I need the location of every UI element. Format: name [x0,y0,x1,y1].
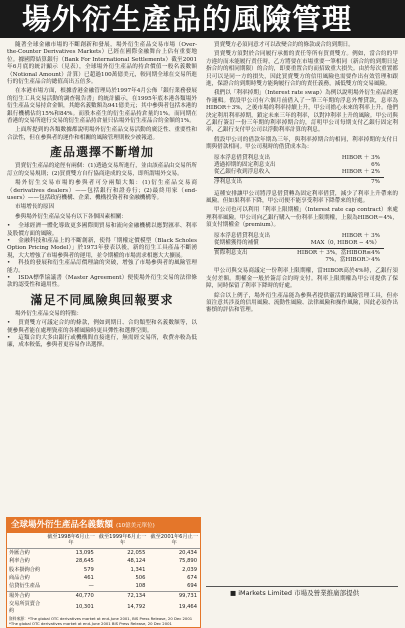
bullet-item: 全球經濟一體化導致更多國際間貿易和流向金融機構以應對匯率、利率及股價方面的風險。 [7,223,197,237]
table-cell: 22,055 [127,549,146,556]
cost2-net-value: HIBOR ＋ 3%，當HIBOR≤4% [297,249,380,256]
cost-row [214,169,398,176]
bullet-dot-icon: • [7,274,13,281]
table-header-col: 截至1998年6月止一年 [47,534,95,547]
cost2-divider [214,248,384,249]
right-paragraph: 這種安排讓甲公司將浮息借貸轉為固定利率借貸，減少了利率上升帶來的風險。但如果利率下降，甲公司便不能享受利率下降帶來的好處。 [206,190,398,204]
cost-value: HIBOR ＋ 3% [341,154,380,161]
table-title: 全球場外衍生產品名義數額 [11,520,114,530]
otc-notional-table [7,533,200,615]
right-paragraph: 買賣雙方須對於合同履行承擔的責任等所有買賣雙方。例如，當合約的甲方違約而未能履行責任時，乙方將要在市場重要一筆相同（新合約的到期日是指合約的相同期限）的合約，即要重置合約而招致重大損失。由於每次重置都只可以是同一方的損失，因此買賣雙方的信用風險也需要作出有效管理和跟進，保證合約到期時雙方能夠履行合約的責任義務，減低雙方的交易風險。 [206,51,398,88]
cost-value: 6% [371,161,380,168]
cost-row [214,240,398,247]
section-heading-risk-return: 滿足不同風險與回報要求 [30,292,174,307]
intro-text [7,42,197,142]
table-row [7,591,200,600]
section1-paragraph: 參與場外衍生產品交易有以下各個因素相關： [15,213,127,220]
bullet-item: 買賣雙方可議定合約的條款，例如到期日、合約類型和名義數額等，以便參與者能在處理資產的各種風險時更具彈性和選擇空間。 [7,320,197,334]
cost2-extra-value: 7%，當HIBOR＞4% [325,257,380,264]
right-paragraph: 綜合以上例子，場外衍生產品能為參與者提供靈活的風險管理工具，但亦須注意其涉及的信用風險、流動性風險、法律風險和操作風險，因此必須作出審慎的評估和管理。 [206,292,398,314]
table-header-blank [7,533,45,548]
table-row-label: 外匯合約 [9,549,30,556]
table-row-label: 利率合約 [9,558,30,565]
table-cell: 75,890 [178,558,197,565]
cost1-rows [214,155,398,177]
cost-row [214,233,398,240]
table-cell: 19,464 [178,604,197,611]
table-cell: 674 [187,575,197,582]
bullet-dot-icon: • [7,223,13,230]
cost-label: 從乙銀行收到浮息收入 [214,169,270,176]
cost-row [214,155,398,162]
left-column [7,42,197,350]
right-text-2 [206,191,398,230]
cost-value: MAX（0, HIBOR − 4%） [310,239,380,246]
table-cell: — [88,583,94,590]
section1-paragraph: 場外衍生交易市場的參與者可分兩類大類：(1)衍生產品交易商（derivatives dealers）——包括銀行和證券行；(2)最終用家（end-users）——包括政府機構、企業、機構投資者和金融機構等。 [7,180,197,201]
table-cell: 13,095 [75,549,94,556]
table-cell: 506 [135,575,146,582]
bullet-item: 科技的發展和衍生產品訂價理論的突破，增強了市場參與者的風險管理能力。 [7,260,197,274]
cost2-rows [214,233,398,247]
table-header-col: 截至1999年6月止一年 [98,534,147,547]
section2-bullets [7,320,197,350]
table-note: 資料來源：*The global OTC derivatives market at end-June 2001, BIS Press Release, 20 Dec 2001 [9,616,193,622]
bullet-dot-icon: • [7,260,13,267]
table-cell: 20,434 [178,549,197,556]
cost-breakdown-cap [214,233,398,265]
table-cell: 10,301 [75,604,94,611]
section1-paragraph: 市場增長的原因 [15,204,55,211]
right-text-3 [206,268,398,314]
otc-notional-table-box [6,517,201,628]
section-heading-product-choice: 產品選擇不斷增加 [49,145,154,160]
table-cell: 40,770 [45,591,97,600]
cost-label: 從期權獲得的補償 [214,239,259,246]
table-row [7,600,200,615]
right-paragraph: 買賣雙方必須同意才可以改變合約的條款或合約到期日。 [214,42,354,48]
bullet-item: 這類合約大多由銀行或機構間直接進行，無需經交易所，收費亦較為低廉，成本較低，參與者更容易作出選擇。 [7,335,197,349]
table-notes [7,615,200,627]
table-body [7,548,200,615]
cost1-net-label: 淨利息支出 [214,179,242,186]
section1-paragraph: 買賣衍生產品的途徑有兩個：(1)透過交易所進行，並由該產品由交易所所訂立的交易規則；(2)買賣雙方自行協商達成的交易，即所謂場外交易。 [7,163,197,177]
table-cell: 108 [135,583,146,590]
cost2-net-label: 實際利息支出 [214,249,248,256]
bullet-dot-icon: • [7,335,13,341]
table-header-row [7,533,200,548]
right-paragraph: 甲公司與交易商議定一份利率上限期權，當HIBOR高於4%時，乙銀行須支付差額。期權金一般於簽訂合約時支付。利率上限期權為甲公司提供了保障，同時保留了利率下降時的好處。 [206,268,398,290]
table-cell: 28,645 [75,558,94,565]
article-title: 場外衍生產品的風險管理 [0,0,405,38]
cost-value: HIBOR ＋ 2% [341,169,380,176]
table-cell: 14,792 [127,604,146,611]
table-row [7,582,200,591]
table-row-label: 交易所買賣合約 [9,601,41,614]
cost1-net-row [214,179,398,186]
cost-label: 原本浮息借貸利息支出 [214,232,270,239]
right-paragraph: 我們以「利率掉期」（Interest rate swap）為例以說明場外衍生產品的運作邏輯。假設甲公司有六個月前借入了一筆三年期的浮息外幣貸款，息率為HIBOR＋3%，之後市場的利率持續上升，甲公司擔心未來的利率上升。他們決定利用利率掉期，鎖定未來三年的利率，以對沖利率上升的風險。甲公司與乙銀行簽訂一份三年期的利率掉期合約，訂明甲公司每期支付乙銀行固定利率，乙銀行支付甲公司以浮動利率計算的利息。 [206,90,398,134]
bullet-item: 金融科技和產品上的不斷創新，使得「期權定價模型（Black Scholes Option Pricing Model）」於1973年發表以後，新的衍生工具產品不斷湧現，大大增強了市場參與者的運用，並令期權的市場需求相應大大擴展。 [7,237,197,259]
right-paragraph: 甲公司也可以利用「利率上限期權」（Interest rate cap contract）來處理利率風險。甲公司向乙銀行購入一份利率上限期權，上限為HIBOR＝4%，須支付期權金（premium）。 [206,207,398,229]
table-row [7,548,200,557]
right-paragraph: 假設甲公司的借款年期為三年，與利率掉期合約相同，利率掉期的支付日期與借款相同。甲公司現時的借貸成本為： [206,136,398,151]
table-row-label: 商品合約 [9,575,30,582]
bullet-dot-icon: • [7,320,13,327]
table-title-bar [7,518,200,533]
footer-credit: ■ iMarkets Limited 市場及營業推廣部提供 [230,589,360,597]
right-column [206,42,398,317]
cost2-extra-row [214,257,398,264]
cost-label: 透過掉期的固定利息支出 [214,161,276,168]
table-row-label: 場外合約 [7,591,45,600]
table-row [7,574,200,582]
table-cell: 99,731 [148,591,200,600]
right-text-1 [206,42,398,152]
cost-label: 原本浮息借貸利息支出 [214,154,270,161]
cost-breakdown-swap [214,155,398,187]
intro-paragraph: 在本港市場方面，根據香港金融管理局於1997年4月公佈「銀行業務發展的衍生工具交易活動的調查報告書」的統計顯示，在1995年底本港各類場外衍生產品交易持倉金額，其總名義數額為941億美元；其中參與者包括本港的銀行機構佔約15%和84%。而股本產生的衍生產品持倉量約1%。而同期在香港的交易所進行交易的衍生產品持倉量只佔場外衍生產品合約金額的1%。 [7,88,197,125]
table-row [7,566,200,574]
intro-paragraph: 隨著全球金融市場的不斷創新和發展，場外衍生產品交易市場（Over-the-Counter Derivatives Markets）已經在國際金融舞台上佔有重要地位。據國際結算銀行（Bank For International Settlements）截至2001年6月底的統計顯示（見表），全球場外衍生產品的持倉價值一般名義數額（Notional Amount）計算）已超過100萬億美元，較同期全球在交易所進行的衍生產品合約總值高出五倍多。 [7,42,197,86]
table-cell: 579 [83,566,94,573]
section2-paragraph: 場外衍生產品交易的特點： [15,310,83,317]
cost-row [214,162,398,169]
table-cell: 1,341 [130,566,146,573]
table-cell: 48,124 [127,558,146,565]
footer-divider [206,586,398,587]
section2-text [7,311,197,318]
section1-bullets [7,223,197,290]
table-note: *The global OTC derivatives market at end-June 2001 BIS Press Release, 20 Dec 2001 [9,621,172,627]
table-cell: 72,134 [97,591,149,600]
bullet-item: ISDA標準協議書（Master Agreement）便使場外衍生交易的法律條款的認受性和適用性。 [7,274,198,289]
table-unit: (10億美元單位) [115,523,155,529]
intro-paragraph: 上面所提到的各類數據都說明場外衍生產品交易活動的廣泛性、重要性和合法性，但在參與者的運作和相關的風險管理則較少被報道。 [7,127,197,141]
table-header-col: 截至2001年6月止一年 [150,534,199,547]
table-row [7,557,200,565]
cost-value: HIBOR ＋ 3% [341,232,380,239]
cost1-net-value: 7% [371,179,380,186]
table-cell: 461 [83,575,94,582]
table-cell: 2,039 [182,566,197,573]
table-row-label: 信貸衍生產品 [9,583,41,590]
section1-text [7,163,197,221]
table-row-label: 股本掛鉤合約 [9,566,41,573]
table-cell: 694 [187,583,197,590]
bullet-dot-icon: • [7,237,13,244]
